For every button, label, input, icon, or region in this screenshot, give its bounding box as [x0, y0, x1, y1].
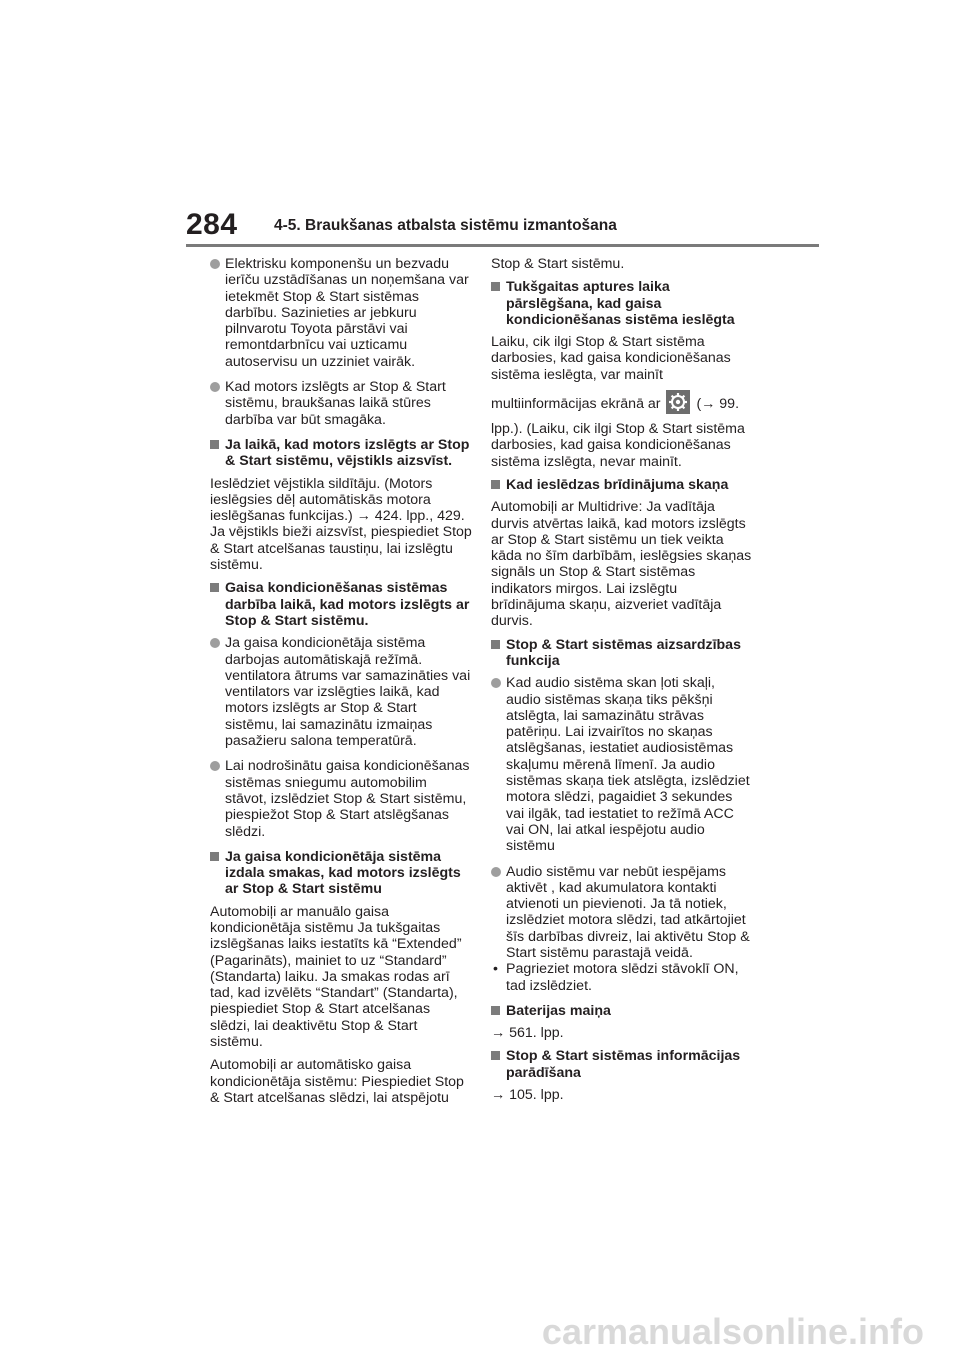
bullet-item: Ja gaisa kondicionētāja sistēma darbojas automātiskajā režīmā. ventilatora ātrums var samazināties vai ventilators var izslēgties laikā, kad motors izslēgts ar Stop & Start sistēmu, lai samazinātu izmaiņas pasažieru salona temperatūrā. [210, 635, 472, 749]
header-rule [186, 244, 819, 247]
section-heading: Ja laikā, kad motors izslēgts ar Stop & Start sistēmu, vējstikls aizsvīst. [210, 437, 472, 470]
bullet-item: Kad motors izslēgts ar Stop & Start sistēmu, braukšanas laikā stūres darbība var būt smagāka. [210, 379, 472, 428]
chapter-title: 4-5. Braukšanas atbalsta sistēmu izmantošana [274, 217, 617, 234]
page-number: 284 [186, 208, 238, 241]
page-reference: → 561. lpp. [491, 1025, 564, 1042]
paragraph: Stop & Start sistēmu. [491, 256, 625, 272]
paragraph: Laiku, cik ilgi Stop & Start sistēma darbosies, kad gaisa kondicionēšanas sistēma ieslēgta, var mainīt [491, 334, 731, 383]
page-header [0, 0, 960, 280]
bullet-item: Audio sistēmu var nebūt iespējams aktivēt , kad akumulatora kontakti atvienoti un pievienoti. Ja tā notiek, izslēdziet motora slēdzi, tad atkārtojiet šīs darbības divreiz, lai aktivētu Stop & Start sistēmu parastajā veidā. [491, 864, 753, 962]
paragraph: lpp.). (Laiku, cik ilgi Stop & Start sistēma darbosies, kad gaisa kondicionēšanas sistēma izslēgta, nevar mainīt. [491, 421, 745, 470]
watermark-text: carmanualsonline.info [541, 1311, 924, 1352]
paragraph-text: multiinformācijas ekrānā ar [491, 396, 661, 413]
dot-item: • Pagrieziet motora slēdzi stāvoklī ON, tad izslēdziet. [491, 961, 753, 994]
left-column [210, 256, 472, 1113]
paragraph: Ieslēdziet vējstikla sildītāju. (Motors ieslēgsies dēļ automātiskās motora ieslēgšanas funkcijas.) → 424. lpp., 429. Ja vējstikls bieži aizsvīst, piespiediet Stop & Start atcelšanas taustiņu, lai izslēgtu sistēmu. [210, 475, 472, 574]
paragraph: Automobiļi ar automātisko gaisa kondicionētāja sistēmu: Piespiediet Stop & Start atcelšanas slēdzi, lai atspējotu [210, 1057, 464, 1106]
paragraph: Automobiļi ar manuālo gaisa kondicionētāja sistēmu Ja tukšgaitas izslēgšanas laiks iestatīts kā “Extended” (Pagarināts), mainiet to uz “Standard” (Standarta) laiku. Ja smakas rodas arī tad, kad izvēlēts “Standart” (Standarta), piespiediet Stop & Start atcelšanas slēdzi, lai deaktivētu Stop & Start sistēmu. [210, 903, 462, 1051]
section-heading: Ja gaisa kondicionētāja sistēma izdala smakas, kad motors izslēgts ar Stop & Start sistēmu [210, 849, 472, 898]
paragraph-with-icon [491, 390, 753, 414]
section-heading: Baterijas maiņa [491, 1003, 753, 1019]
page-reference: → 105. lpp. [491, 1087, 564, 1104]
section-heading: Stop & Start sistēmas informācijas parādīšana [491, 1048, 753, 1081]
section-heading: Kad ieslēdzas brīdinājuma skaņa [491, 477, 753, 493]
gear-icon [666, 390, 690, 414]
section-heading: Stop & Start sistēmas aizsardzības funkcija [491, 637, 753, 670]
paragraph: Automobiļi ar Multidrive: Ja vadītāja durvis atvērtas laikā, kad motors izslēgts ar Stop & Start sistēmu un tiek veikta kāda no šīm darbībām, ieslēgsies skaņas signāls un Stop & Start sistēmas indikators mirgos. Lai izslēgtu brīdinājuma skaņu, aizveriet vadītāja durvis. [491, 499, 752, 630]
bullet-item: Kad audio sistēma skan ļoti skaļi, audio sistēmas skaņa tiks pēkšņi atslēgta, lai samazinātu strāvas patēriņu. Lai izvairītos no skaņas atslēgšanas, iestatiet audiosistēmas skaļumu mērenā līmenī. Ja audio sistēmas skaņa tiek atslēgta, izslēdziet motora slēdzi, pagaidiet 3 sekundes vai ilgāk, tad iestatiet to režīmā ACC vai ON, lai atkal iespējotu audio sistēmu [491, 675, 753, 854]
right-column [491, 256, 753, 1110]
watermark [0, 1305, 960, 1358]
paragraph-text: (→ 99. [696, 396, 740, 413]
bullet-item: Elektrisku komponenšu un bezvadu ierīču uzstādīšanas un noņemšana var ietekmēt Stop & Start sistēmas darbību. Sazinieties ar jebkuru pilnvarotu Toyota pārstāvi vai remontdarbnīcu vai uzticamu autoservisu un uzziniet vairāk. [210, 256, 472, 370]
section-heading: Gaisa kondicionēšanas sistēmas darbība laikā, kad motors izslēgts ar Stop & Start sistēmu. [210, 580, 472, 629]
section-heading: Tukšgaitas aptures laika pārslēgšana, kad gaisa kondicionēšanas sistēma ieslēgta [491, 279, 753, 328]
bullet-item: Lai nodrošinātu gaisa kondicionēšanas sistēmas sniegumu automobilim stāvot, izslēdziet Stop & Start sistēmu, piespiežot Stop & Start atslēgšanas slēdzi. [210, 758, 472, 839]
